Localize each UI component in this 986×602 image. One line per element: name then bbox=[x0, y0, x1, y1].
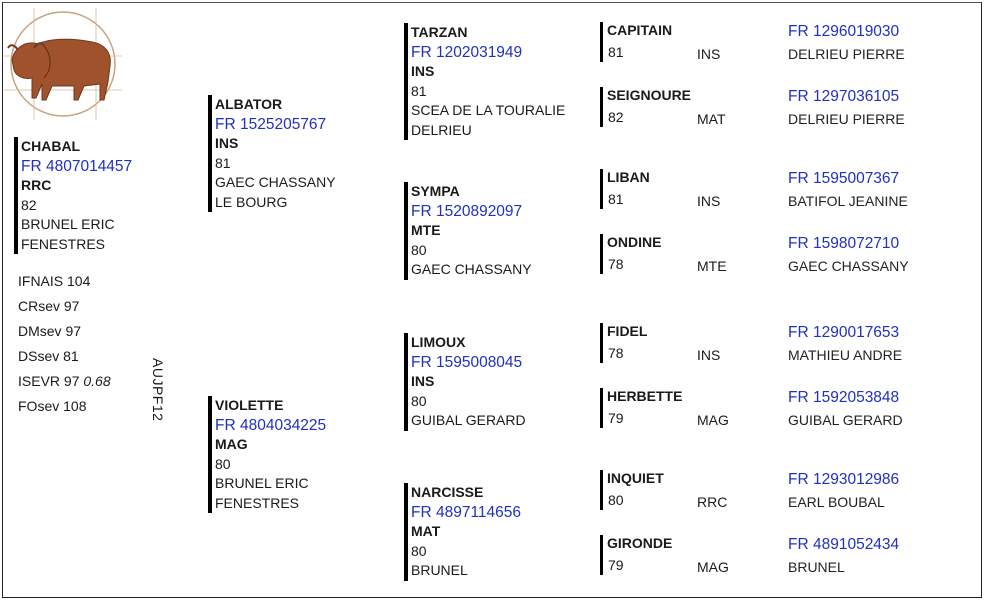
index-dmsev: DMsev 97 bbox=[18, 323, 82, 339]
great-grandparent-id: FR 1290017653 bbox=[788, 324, 900, 341]
great-grandparent-name: FIDEL bbox=[607, 323, 648, 339]
grandparent-owner: SCEA DE LA TOURALIE bbox=[411, 102, 566, 118]
great-grandparent-code: INS bbox=[697, 347, 721, 363]
great-grandparent-id: FR 1293012986 bbox=[788, 471, 900, 488]
grandparent-location: DELRIEU bbox=[411, 121, 472, 138]
subject-animal bbox=[14, 137, 132, 254]
grandparent-code: INS bbox=[411, 373, 435, 389]
index-ifnais: IFNAIS 104 bbox=[18, 273, 91, 289]
great-grandparent-owner: BRUNEL bbox=[788, 559, 845, 575]
subject-owner: BRUNEL ERIC bbox=[21, 216, 115, 232]
grandparent-name: SYMPA bbox=[411, 183, 460, 199]
subject-score: 82 bbox=[21, 196, 37, 213]
dam-owner: BRUNEL ERIC bbox=[215, 475, 309, 491]
grandparent-id: FR 4897114656 bbox=[411, 503, 522, 521]
dam-entry bbox=[208, 396, 326, 513]
subject-location: FENESTRES bbox=[21, 235, 106, 252]
great-grandparent-liban bbox=[600, 169, 690, 209]
grandparent-name: NARCISSE bbox=[411, 484, 484, 500]
great-grandparent-score: 80 bbox=[608, 492, 624, 508]
great-grandparent-id: FR 1297036105 bbox=[788, 88, 900, 105]
index-isevr bbox=[18, 372, 111, 397]
great-grandparent-id: FR 4891052434 bbox=[788, 536, 900, 553]
grandparent-code: MTE bbox=[411, 222, 441, 238]
great-grandparent-gironde bbox=[600, 535, 690, 575]
dam-code: MAG bbox=[215, 436, 248, 452]
great-grandparent-code: MTE bbox=[697, 258, 727, 274]
index-fosev: FOsev 108 bbox=[18, 398, 87, 414]
great-grandparent-owner: DELRIEU PIERRE bbox=[788, 111, 905, 127]
grandparent-sympa bbox=[404, 182, 532, 280]
great-grandparent-owner: GUIBAL GERARD bbox=[788, 412, 903, 428]
sire-location: LE BOURG bbox=[215, 193, 288, 210]
great-grandparent-name: INQUIET bbox=[607, 470, 664, 486]
dam-location: FENESTRES bbox=[215, 494, 300, 511]
grandparent-id: FR 1202031949 bbox=[411, 43, 523, 61]
bull-logo-icon bbox=[4, 8, 122, 120]
great-grandparent-name: ONDINE bbox=[607, 234, 662, 250]
great-grandparent-inquiet bbox=[600, 470, 690, 510]
dam-name: VIOLETTE bbox=[215, 397, 284, 413]
sire-code: INS bbox=[215, 135, 239, 151]
vertical-code: AUJPF12 bbox=[150, 358, 166, 422]
grandparent-name: LIMOUX bbox=[411, 334, 466, 350]
great-grandparent-code: INS bbox=[697, 193, 721, 209]
grandparent-score: 80 bbox=[411, 392, 427, 409]
sire-score: 81 bbox=[215, 154, 231, 171]
great-grandparent-score: 82 bbox=[608, 109, 624, 125]
indices-list bbox=[18, 272, 111, 422]
great-grandparent-score: 78 bbox=[608, 345, 624, 361]
subject-id: FR 4807014457 bbox=[21, 157, 133, 175]
great-grandparent-score: 79 bbox=[608, 557, 624, 573]
great-grandparent-code: RRC bbox=[697, 494, 728, 510]
dam-id: FR 4804034225 bbox=[215, 416, 327, 434]
great-grandparent-score: 78 bbox=[608, 256, 624, 272]
great-grandparent-owner: BATIFOL JEANINE bbox=[788, 193, 908, 209]
great-grandparent-code: INS bbox=[697, 46, 721, 62]
great-grandparent-id: FR 1592053848 bbox=[788, 389, 900, 406]
grandparent-owner: GUIBAL GERARD bbox=[411, 412, 526, 428]
grandparent-score: 80 bbox=[411, 542, 427, 559]
great-grandparent-seignoure bbox=[600, 87, 690, 127]
great-grandparent-owner: MATHIEU ANDRE bbox=[788, 347, 903, 363]
great-grandparent-score: 79 bbox=[608, 410, 624, 426]
index-isevr-label: ISEVR 97 bbox=[18, 373, 84, 389]
great-grandparent-fidel bbox=[600, 323, 690, 363]
great-grandparent-id: FR 1595007367 bbox=[788, 170, 900, 187]
great-grandparent-id: FR 1296019030 bbox=[788, 23, 900, 40]
index-dssev: DSsev 81 bbox=[18, 348, 79, 364]
grandparent-score: 81 bbox=[411, 82, 427, 99]
grandparent-id: FR 1595008045 bbox=[411, 353, 523, 371]
sire-id: FR 1525205767 bbox=[215, 115, 327, 133]
great-grandparent-code: MAG bbox=[697, 559, 729, 575]
great-grandparent-score: 81 bbox=[608, 191, 624, 207]
grandparent-narcisse bbox=[404, 483, 521, 581]
great-grandparent-owner: DELRIEU PIERRE bbox=[788, 46, 905, 62]
sire-entry bbox=[208, 95, 336, 212]
great-grandparent-owner: EARL BOUBAL bbox=[788, 494, 885, 510]
great-grandparent-herbette bbox=[600, 388, 690, 428]
great-grandparent-owner: GAEC CHASSANY bbox=[788, 258, 909, 274]
dam-score: 80 bbox=[215, 455, 231, 472]
great-grandparent-name: HERBETTE bbox=[607, 388, 683, 404]
sire-owner: GAEC CHASSANY bbox=[215, 174, 336, 190]
index-crsev: CRsev 97 bbox=[18, 298, 80, 314]
great-grandparent-id: FR 1598072710 bbox=[788, 235, 900, 252]
great-grandparent-ondine bbox=[600, 234, 690, 274]
subject-code: RRC bbox=[21, 177, 52, 193]
sire-name: ALBATOR bbox=[215, 96, 283, 112]
grandparent-code: MAT bbox=[411, 523, 441, 539]
great-grandparent-capitain bbox=[600, 22, 690, 62]
great-grandparent-name: GIRONDE bbox=[607, 535, 673, 551]
great-grandparent-code: MAG bbox=[697, 412, 729, 428]
grandparent-limoux bbox=[404, 333, 526, 431]
grandparent-owner: BRUNEL bbox=[411, 562, 468, 578]
grandparent-name: TARZAN bbox=[411, 24, 468, 40]
great-grandparent-name: SEIGNOURE bbox=[607, 87, 692, 103]
grandparent-tarzan bbox=[404, 23, 565, 140]
great-grandparent-name: CAPITAIN bbox=[607, 22, 673, 38]
grandparent-owner: GAEC CHASSANY bbox=[411, 261, 532, 277]
grandparent-id: FR 1520892097 bbox=[411, 202, 523, 220]
great-grandparent-score: 81 bbox=[608, 44, 624, 60]
great-grandparent-name: LIBAN bbox=[607, 169, 650, 185]
subject-name: CHABAL bbox=[21, 138, 81, 154]
index-isevr-value: 0.68 bbox=[83, 373, 111, 389]
grandparent-code: INS bbox=[411, 63, 435, 79]
great-grandparent-code: MAT bbox=[697, 111, 726, 127]
grandparent-score: 80 bbox=[411, 241, 427, 258]
